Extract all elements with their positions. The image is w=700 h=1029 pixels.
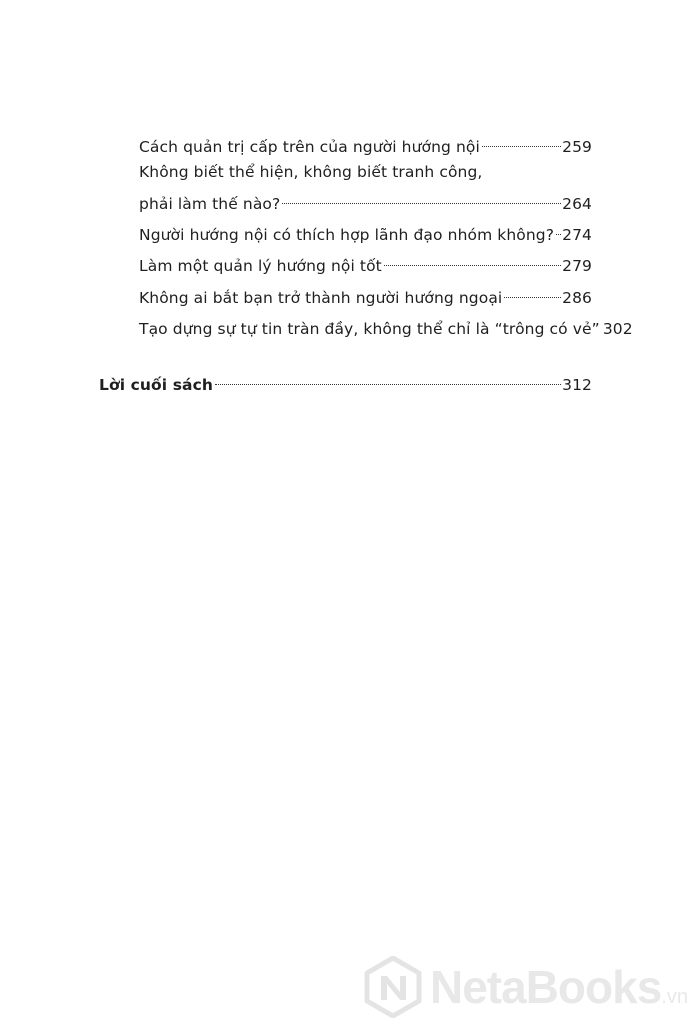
toc-entry-page: 264 — [562, 195, 592, 213]
dot-leader — [282, 187, 561, 209]
watermark-suffix: .vn — [661, 986, 688, 1008]
watermark-text — [430, 960, 688, 1024]
toc-line — [99, 368, 592, 396]
toc-entry[interactable] — [139, 130, 592, 158]
toc-entry-title: Người hướng nội có thích hợp lãnh đạo nhóm không? — [139, 226, 555, 244]
toc-entry-title: Cách quản trị cấp trên của người hướng nội — [139, 138, 480, 156]
toc-entry-title-line1: Không biết thể hiện, không biết tranh công, — [139, 163, 483, 181]
toc-entry[interactable] — [139, 281, 592, 309]
watermark-brand: NetaBooks — [430, 961, 662, 1013]
toc-entry-title: Làm một quản lý hướng nội tốt — [139, 257, 382, 275]
dot-leader — [384, 249, 561, 271]
toc-entry-title: Tạo dựng sự tự tin tràn đầy, không thể chỉ là “trông có vẻ” — [139, 320, 600, 338]
toc-line — [139, 281, 592, 309]
netabooks-logo-icon — [362, 956, 424, 1018]
toc-entry-page: 274 — [562, 226, 592, 244]
toc-entry-page: 312 — [562, 376, 592, 394]
toc-entry[interactable] — [139, 249, 592, 277]
toc-line — [139, 312, 633, 340]
toc-entry-page: 302 — [602, 320, 633, 338]
watermark — [362, 954, 692, 1020]
toc-entry[interactable] — [139, 218, 592, 246]
toc-line — [139, 187, 592, 215]
dot-leader — [482, 130, 561, 152]
toc-line — [139, 130, 592, 158]
toc-entry-title: Không ai bắt bạn trở thành người hướng ngoại — [139, 289, 503, 307]
toc-entry-title: Lời cuối sách — [99, 376, 214, 394]
toc-entry-afterword[interactable] — [99, 368, 592, 396]
toc-entry-page: 279 — [562, 257, 592, 275]
toc-entry-page: 259 — [562, 138, 592, 156]
dot-leader — [504, 281, 561, 303]
toc-line — [139, 249, 592, 277]
dot-leader — [215, 368, 561, 390]
toc-entry-title: phải làm thế nào? — [139, 195, 281, 213]
toc-entry[interactable] — [139, 312, 633, 340]
toc-entry[interactable] — [139, 161, 592, 215]
dot-leader — [556, 218, 561, 240]
toc-line — [139, 161, 592, 183]
toc-entry-page: 286 — [562, 289, 592, 307]
toc-line — [139, 218, 592, 246]
